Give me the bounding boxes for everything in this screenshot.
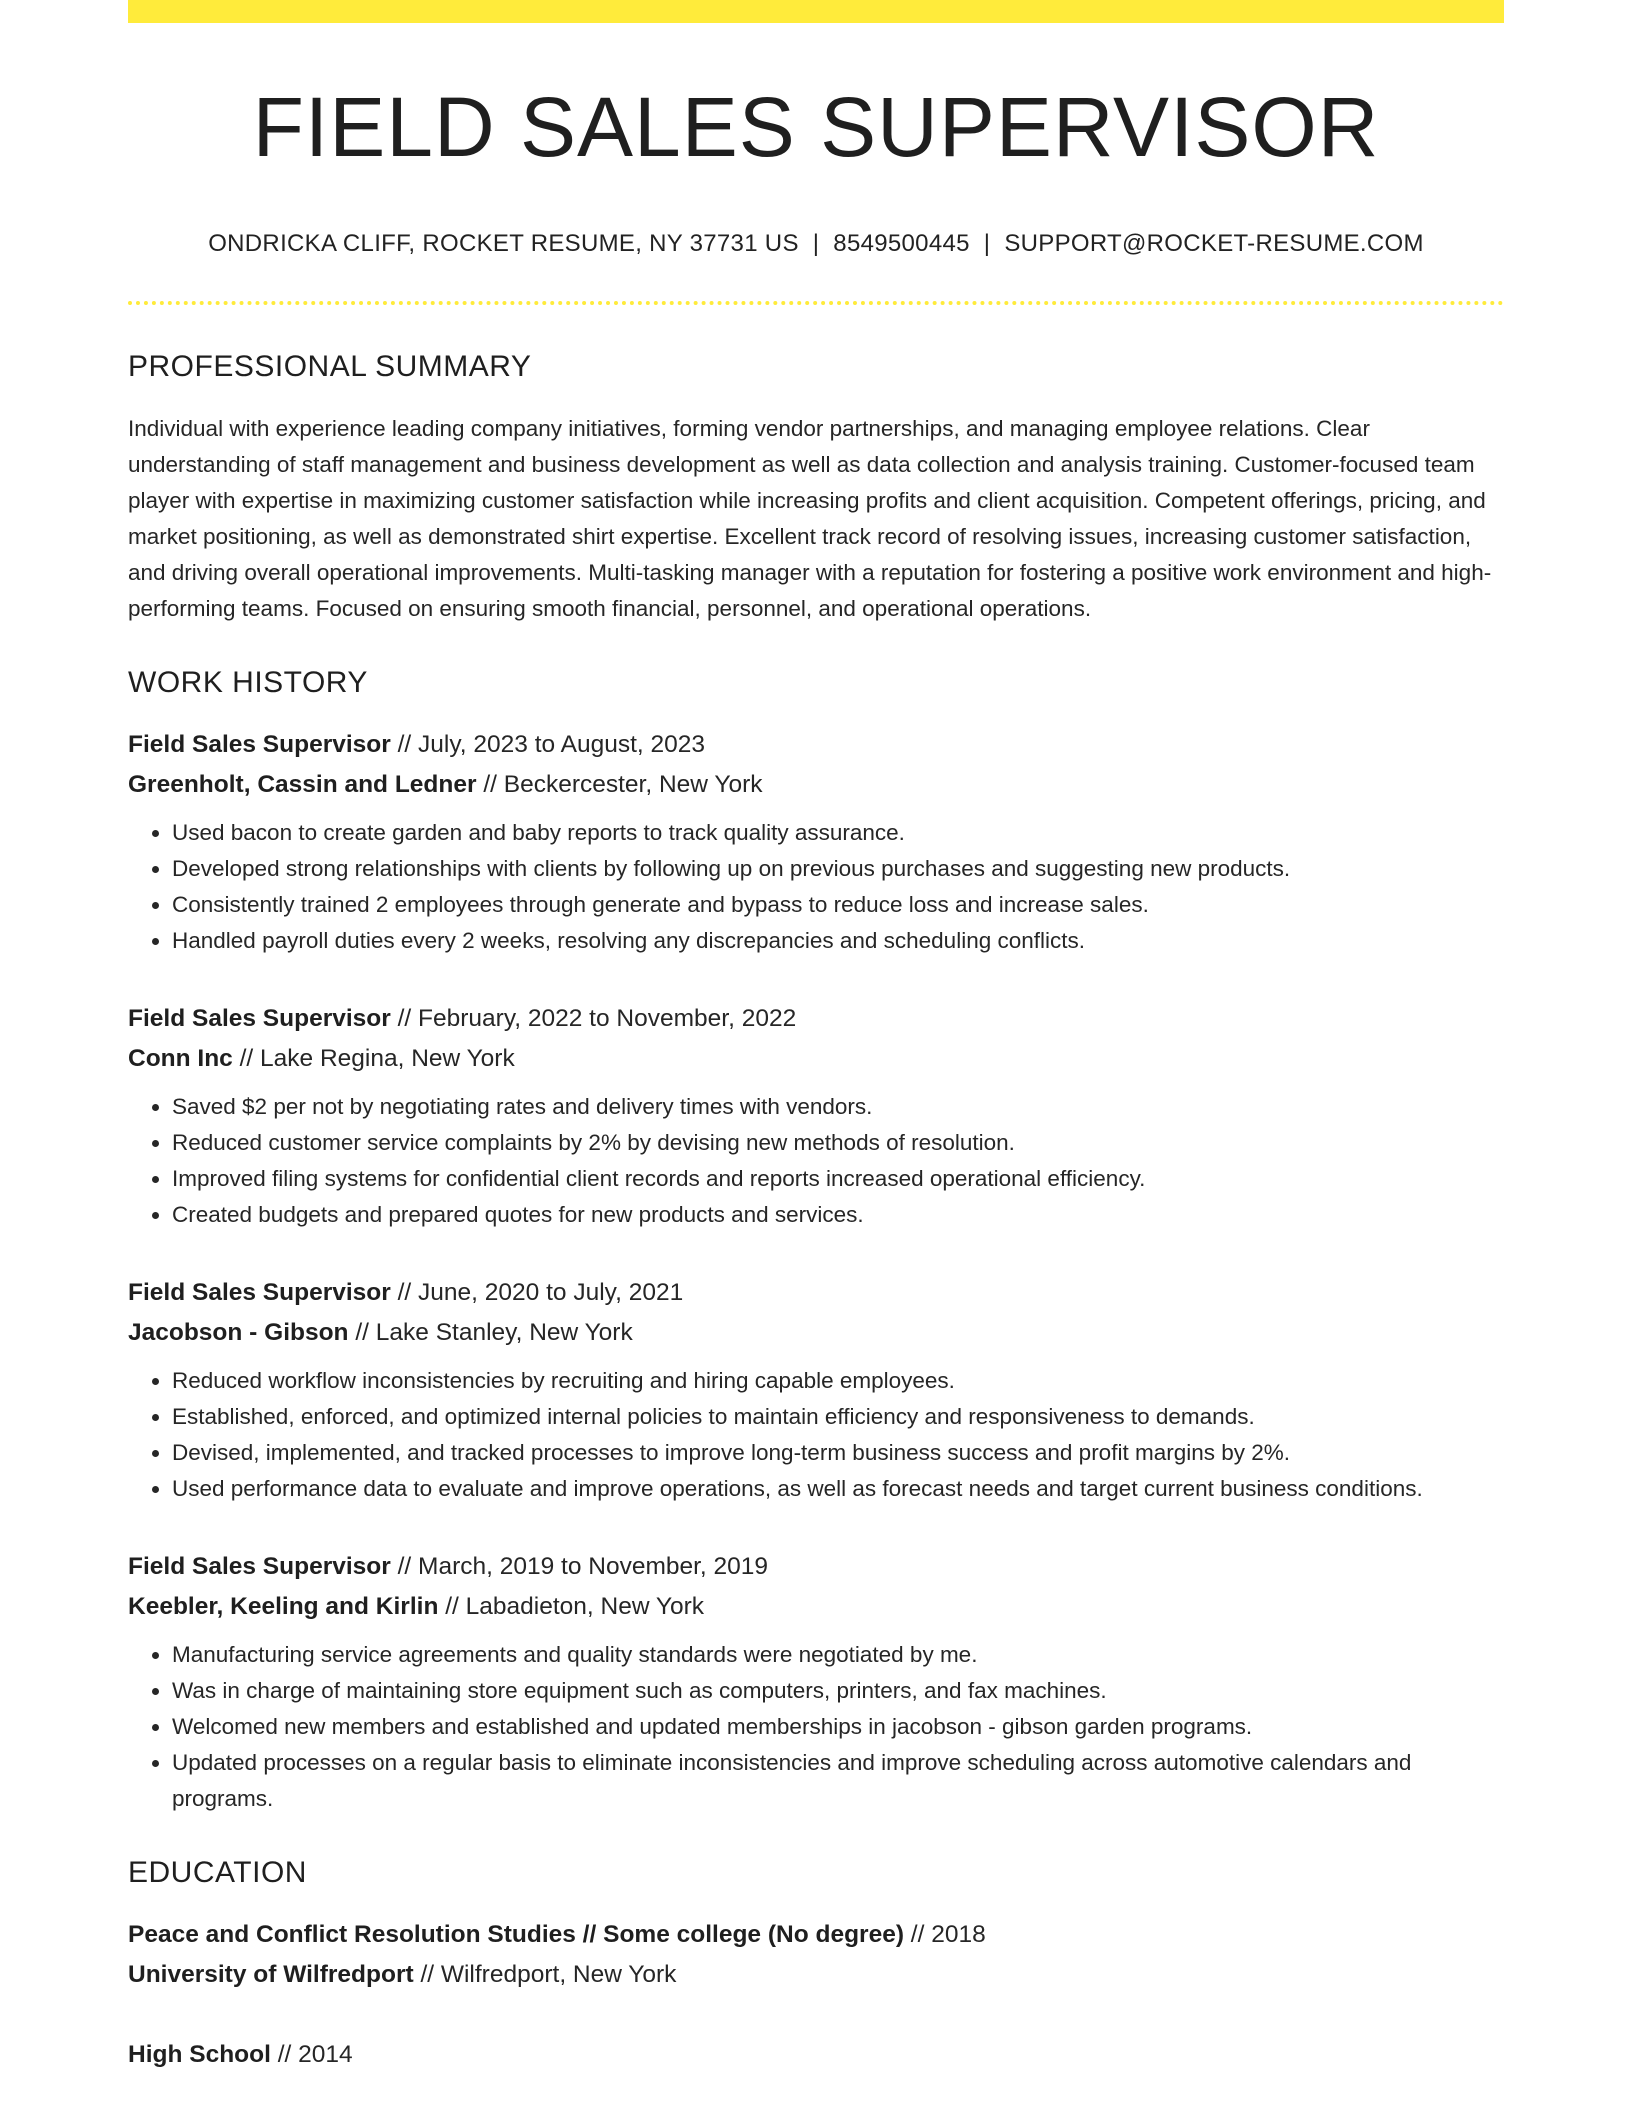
job-entry [128,1273,1504,1507]
job-title: Field Sales Supervisor [128,1005,391,1033]
job-bullet: • Handled payroll duties every 2 weeks, resolving any discrepancies and scheduling conflicts. [172,923,1504,959]
contact-separator: | [983,230,991,258]
job-location: // Labadieton, New York [438,1593,705,1621]
job-company: Greenholt, Cassin and Ledner [128,771,477,799]
education-heading: EDUCATION [128,1856,307,1890]
job-bullets [128,1637,1504,1817]
job-bullets [128,1363,1504,1507]
job-bullet: • Used bacon to create garden and baby reports to track quality assurance. [172,815,1504,851]
education-degree: Peace and Conflict Resolution Studies // Some college (No degree) [128,1921,904,1949]
job-location: // Beckercester, New York [476,771,763,799]
job-bullet: • Used performance data to evaluate and improve operations, as well as forecast needs and target current business conditions. [172,1471,1504,1507]
summary-section [128,349,1504,627]
job-dates: // March, 2019 to November, 2019 [390,1553,769,1581]
education-entry [128,1915,1504,1995]
summary-heading: PROFESSIONAL SUMMARY [128,350,532,384]
job-title-line [128,999,1504,1039]
job-title-line [128,1273,1504,1313]
education-location: // Wilfredport, New York [413,1961,677,1989]
accent-top-bar [128,0,1504,23]
job-bullet: • Consistently trained 2 employees through generate and bypass to reduce loss and increase sales. [172,887,1504,923]
job-list [128,725,1504,1817]
job-title-line [128,1547,1504,1587]
job-bullet: • Created budgets and prepared quotes for new products and services. [172,1197,1504,1233]
resume-page [128,0,1504,2075]
job-location: // Lake Stanley, New York [348,1319,633,1347]
job-bullet: • Devised, implemented, and tracked processes to improve long-term business success and profit margins by 2%. [172,1435,1504,1471]
job-entry [128,1547,1504,1817]
job-bullet: • Reduced workflow inconsistencies by recruiting and hiring capable employees. [172,1363,1504,1399]
education-year: // 2018 [904,1921,986,1949]
job-bullet: • Manufacturing service agreements and quality standards were negotiated by me. [172,1637,1504,1673]
education-degree-line [128,1915,1504,1955]
education-school-line [128,1955,1504,1995]
job-company-line [128,1587,1504,1627]
job-dates: // February, 2022 to November, 2022 [390,1005,797,1033]
job-bullet: • Updated processes on a regular basis to eliminate inconsistencies and improve scheduling across automotive calendars and programs. [172,1745,1504,1817]
job-bullet: • Developed strong relationships with clients by following up on previous purchases and suggesting new products. [172,851,1504,887]
job-location: // Lake Regina, New York [232,1045,515,1073]
job-entry [128,725,1504,959]
contact-separator: | [812,230,820,258]
education-section [128,1855,1504,2075]
education-year: // 2014 [270,2041,353,2069]
job-bullet: • Saved $2 per not by negotiating rates and delivery times with vendors. [172,1089,1504,1125]
job-company: Conn Inc [128,1045,233,1073]
dotted-divider [128,301,1504,305]
education-degree-line [128,2035,1504,2075]
education-degree: High School [128,2041,271,2069]
work-history-section [128,665,1504,1817]
job-title: Field Sales Supervisor [128,1279,391,1307]
work-history-heading: WORK HISTORY [128,666,368,700]
education-school: University of Wilfredport [128,1961,414,1989]
job-company-line [128,765,1504,805]
job-title: Field Sales Supervisor [128,1553,391,1581]
job-bullet: • Reduced customer service complaints by 2% by devising new methods of resolution. [172,1125,1504,1161]
job-company-line [128,1039,1504,1079]
job-bullet: • Welcomed new members and established and updated memberships in jacobson - gibson garden programs. [172,1709,1504,1745]
job-entry [128,999,1504,1233]
job-dates: // June, 2020 to July, 2021 [390,1279,684,1307]
job-title: Field Sales Supervisor [128,731,391,759]
contact-email: SUPPORT@ROCKET-RESUME.COM [1004,230,1424,258]
summary-text: Individual with experience leading company initiatives, forming vendor partnerships, and managing employee relations. Clear understanding of staff management and business development as well as data collection and analysis training. Customer-focused team player with expertise in maximizing customer satisfaction while increasing profits and client acquisition. Competent offerings, pricing, and market positioning, as well as demonstrated shirt expertise. Excellent track record of resolving issues, increasing customer satisfaction, and driving overall operational improvements. Multi-tasking manager with a reputation for fostering a positive work environment and high-performing teams. Focused on ensuring smooth financial, personnel, and operational operations. [128,416,1492,622]
contact-line [128,229,1504,259]
job-dates: // July, 2023 to August, 2023 [390,731,705,759]
education-entry [128,2035,1504,2075]
resume-title: FIELD SALES SUPERVISOR [252,80,1380,174]
contact-phone: 8549500445 [833,230,970,258]
education-list [128,1915,1504,2075]
job-company-line [128,1313,1504,1353]
job-company: Jacobson - Gibson [128,1319,349,1347]
job-bullet: • Was in charge of maintaining store equipment such as computers, printers, and fax machines. [172,1673,1504,1709]
job-bullet: • Established, enforced, and optimized internal policies to maintain efficiency and responsiveness to demands. [172,1399,1504,1435]
job-bullet: • Improved filing systems for confidential client records and reports increased operational efficiency. [172,1161,1504,1197]
contact-address: ONDRICKA CLIFF, ROCKET RESUME, NY 37731 US [208,230,799,258]
job-bullets [128,1089,1504,1233]
job-company: Keebler, Keeling and Kirlin [128,1593,439,1621]
job-title-line [128,725,1504,765]
job-bullets [128,815,1504,959]
